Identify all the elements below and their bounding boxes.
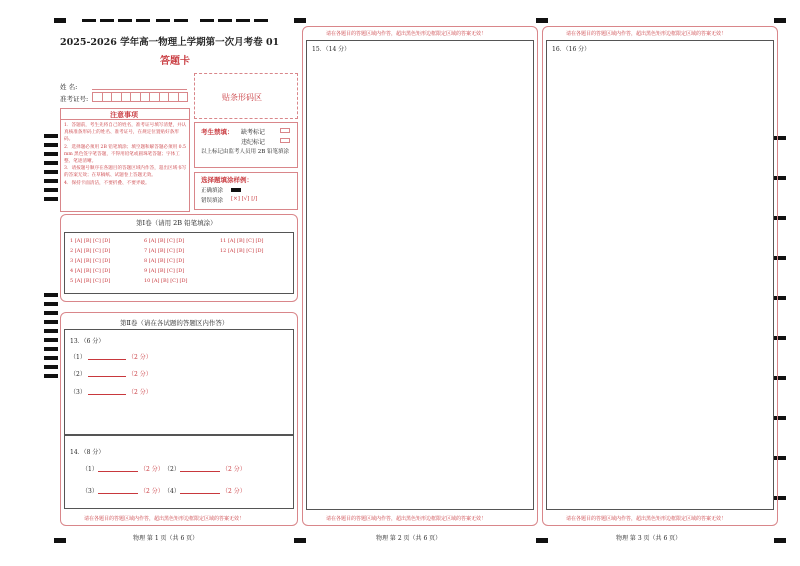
notice-items: [64, 122, 188, 187]
page-footer-3: 物理 第 3 页（共 6 页）: [616, 535, 682, 542]
part1-col-2: [144, 236, 187, 286]
choice-row[interactable]: 6 [A] [B] [C] [D]: [144, 238, 185, 244]
part2-title: 第Ⅱ卷（请在各试题的答题区内作答）: [120, 319, 229, 327]
part1-col-3: [220, 236, 263, 256]
choice-row[interactable]: 12 [A] [B] [C] [D]: [220, 248, 264, 254]
q13-item-2-number: （2）: [70, 371, 86, 378]
q14-row2-a-number: （3）: [82, 488, 98, 495]
q13-item-2-points: （2 分）: [128, 371, 152, 378]
q14-row1-b-points: （2 分）: [222, 466, 246, 473]
q14-row1-a-blank[interactable]: [98, 466, 138, 472]
q13-item-3-number: （3）: [70, 389, 86, 396]
q14-row1-a-points: （2 分）: [140, 466, 164, 473]
notice-item: 1．答题前，考生先将自己的姓名，准考证号填写清楚，并认真核准条形码上的姓名、准考证号，在规定位置贴好条形码。: [64, 123, 187, 143]
choice-row[interactable]: 11 [A] [B] [C] [D]: [220, 238, 264, 244]
warning-text: 请在各题目的答题区域内作答，超出黑色矩形边框限定区域的答案无效！: [566, 31, 727, 37]
absent-checkbox[interactable]: [280, 128, 290, 133]
q13-item-1-blank[interactable]: [88, 354, 126, 360]
q16-label: 16．（16 分）: [552, 46, 591, 53]
fill-example-title: 选择题填涂样例：: [201, 176, 253, 184]
notice-item: 3．请按题号顺序在各题目的答题区域内作答，超出区域书写的答案无效；在草稿纸、试题卷上答题无效。: [64, 166, 187, 179]
notice-item: 4．保持卡面清洁，不要折叠、不要弄破。: [64, 180, 150, 186]
choice-row[interactable]: 5 [A] [B] [C] [D]: [70, 278, 111, 284]
name-label: 姓 名:: [60, 83, 78, 91]
notice-item: 2．选择题必须用 2B 铅笔填涂；填空题和解答题必须用 0.5 mm 黑色签字笔答题，不得用铅笔或圆珠笔答题；字体工整、笔迹清晰。: [64, 144, 186, 165]
q13-item-3-points: （2 分）: [128, 389, 152, 396]
page-footer-2: 物理 第 2 页（共 6 页）: [376, 535, 442, 542]
choice-row[interactable]: 2 [A] [B] [C] [D]: [70, 248, 111, 254]
choice-row[interactable]: 4 [A] [B] [C] [D]: [70, 268, 111, 274]
warning-text: 请在各题目的答题区域内作答，超出黑色矩形边框限定区域的答案无效！: [566, 516, 727, 522]
correct-fill-mark: [231, 188, 241, 192]
warning-text: 请在各题目的答题区域内作答，超出黑色矩形边框限定区域的答案无效！: [326, 516, 487, 522]
choice-row[interactable]: 9 [A] [B] [C] [D]: [144, 268, 185, 274]
q14-row2-a-points: （2 分）: [140, 488, 164, 495]
choice-row[interactable]: 1 [A] [B] [C] [D]: [70, 238, 111, 244]
exam-no-boxes[interactable]: [92, 92, 188, 102]
q16-answer-box[interactable]: [546, 40, 774, 510]
part1-col-1: [70, 236, 110, 286]
q15-label: 15．（14 分）: [312, 46, 351, 53]
q14-row1-b-blank[interactable]: [180, 466, 220, 472]
page-footer-1: 物理 第 1 页（共 6 页）: [133, 535, 199, 542]
q15-answer-box[interactable]: [306, 40, 534, 510]
choice-row[interactable]: 3 [A] [B] [C] [D]: [70, 258, 111, 264]
choice-row[interactable]: 10 [A] [B] [C] [D]: [144, 278, 188, 284]
q14-row2-b-number: （4）: [164, 488, 180, 495]
prohibit-label: 考生禁填：: [201, 128, 234, 136]
choice-row[interactable]: 8 [A] [B] [C] [D]: [144, 258, 185, 264]
q13-item-3-blank[interactable]: [88, 389, 126, 395]
q14-row2-b-points: （2 分）: [222, 488, 246, 495]
q13-item-2-blank[interactable]: [88, 371, 126, 377]
q14-label: 14．（8 分）: [70, 449, 105, 456]
warning-text: 请在各题目的答题区域内作答，超出黑色矩形边框限定区域的答案无效！: [326, 31, 487, 37]
wrong-fill-marks: [×] [√] [/]: [231, 196, 258, 202]
q14-row1-b-number: （2）: [164, 466, 180, 473]
notice-title: 注意事项: [110, 110, 138, 119]
choice-row[interactable]: 7 [A] [B] [C] [D]: [144, 248, 185, 254]
absent-label: 缺考标记: [241, 129, 266, 136]
page-title: 2025-2026 学年高一物理上学期第一次月考卷 01: [60, 37, 280, 48]
violation-checkbox[interactable]: [280, 138, 290, 143]
q13-item-1-number: （1）: [70, 354, 86, 361]
violation-label: 违纪标记: [241, 139, 266, 146]
q14-row2-b-blank[interactable]: [180, 488, 220, 494]
q13-label: 13．（6 分）: [70, 338, 105, 345]
warning-text: 请在各题目的答题区域内作答，超出黑色矩形边框限定区域的答案无效！: [84, 516, 245, 522]
page-subtitle: 答题卡: [160, 56, 190, 67]
correct-fill-label: 正确填涂: [201, 188, 224, 194]
q14-row2-a-blank[interactable]: [98, 488, 138, 494]
prohibit-note: 以上标记由监考人员用 2B 铅笔填涂: [201, 149, 290, 155]
part1-title: 第Ⅰ卷（请用 2B 铅笔填涂）: [136, 219, 217, 227]
exam-no-label: 准考证号:: [60, 95, 89, 103]
q14-row1-a-number: （1）: [82, 466, 98, 473]
barcode-area-label: 贴条形码区: [222, 93, 262, 102]
wrong-fill-label: 错误填涂: [201, 198, 224, 204]
q13-item-1-points: （2 分）: [128, 354, 152, 361]
